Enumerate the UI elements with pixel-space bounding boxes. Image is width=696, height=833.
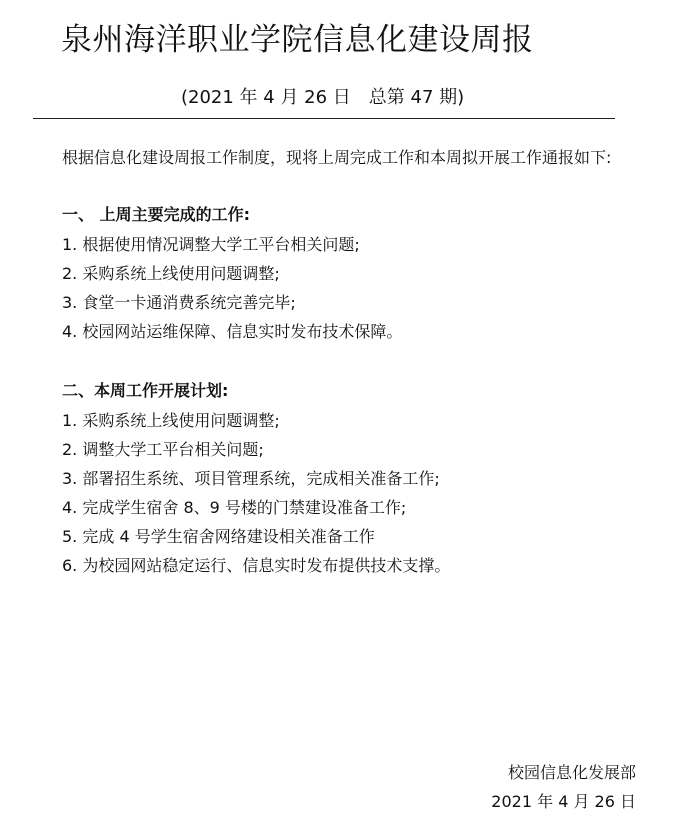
section-heading-this-week: 二、本周工作开展计划: xyxy=(62,381,229,400)
section-heading-last-week: 一、 上周主要完成的工作: xyxy=(62,205,250,224)
issue-line: (2021 年 4 月 26 日 总第 47 期) xyxy=(181,87,465,108)
this-week-list xyxy=(62,406,450,580)
list-item: 4. 校园网站运维保障、信息实时发布技术保障。 xyxy=(62,322,403,341)
signature-department: 校园信息化发展部 xyxy=(507,763,636,782)
list-item: 5. 完成 4 号学生宿舍网络建设相关准备工作 xyxy=(62,527,375,546)
intro-paragraph: 根据信息化建设周报工作制度，现将上周完成工作和本周拟开展工作通报如下: xyxy=(62,148,612,167)
header-divider xyxy=(33,118,615,119)
report-title: 泉州海洋职业学院信息化建设周报 xyxy=(61,22,534,58)
list-item: 6. 为校园网站稳定运行、信息实时发布提供技术支撑。 xyxy=(62,556,451,575)
list-item: 2. 调整大学工平台相关问题; xyxy=(62,440,264,459)
list-item: 2. 采购系统上线使用问题调整; xyxy=(62,264,280,283)
list-item: 3. 食堂一卡通消费系统完善完毕; xyxy=(62,293,296,312)
list-item: 3. 部署招生系统、项目管理系统，完成相关准备工作; xyxy=(62,469,440,488)
list-item: 1. 采购系统上线使用问题调整; xyxy=(62,411,280,430)
list-item: 4. 完成学生宿舍 8、9 号楼的门禁建设准备工作; xyxy=(62,498,407,517)
signature-date: 2021 年 4 月 26 日 xyxy=(491,792,636,811)
list-item: 1. 根据使用情况调整大学工平台相关问题; xyxy=(62,235,360,254)
last-week-list xyxy=(62,230,402,346)
